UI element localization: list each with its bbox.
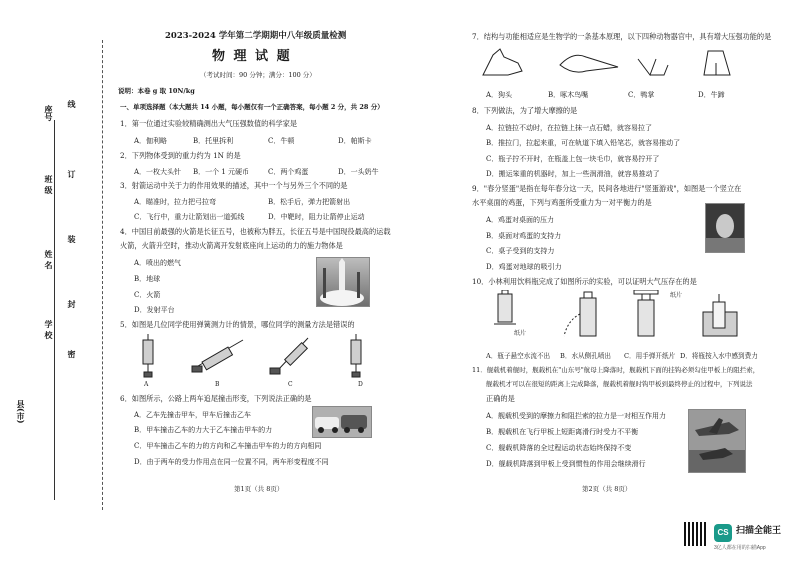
q10-option-b: B．水从侧孔喷出 [560, 352, 612, 360]
q6-option-c: C．甲车撞击乙车的力的方向和乙车撞击甲车的力的方向相同 [134, 442, 322, 450]
exam-title: 物 理 试 题 [212, 49, 292, 64]
q1-option-b: B．托里拆利 [193, 137, 234, 145]
q8-stem: 8．下列做法，为了增大摩擦的是 [472, 106, 578, 115]
q4-option-b: B．地球 [134, 275, 161, 283]
q11-stem-line1: 11．舰载机着舰时，舰载机在"山东号"航母上降落时，舰载机下面的挂钩必须勾住甲板上的阻拦索， [472, 366, 760, 374]
q4-stem-line1: 4．中国目前最强的火箭是长征五号，也被称为胖五，长征五号是中国现役最高的运载 [120, 227, 391, 236]
rocket-launch-photo [316, 257, 370, 307]
q1-option-c: C．牛顿 [268, 137, 295, 145]
q3-option-d: D．中靶时，阻力让箭停止运动 [268, 213, 365, 221]
q7-option-c: C．鸭掌 [628, 91, 655, 99]
q11-stem-line3: 正确的是 [486, 394, 515, 403]
q9-option-d: D．鸡蛋对地球的吸引力 [486, 263, 562, 271]
q2-option-d: D．一头奶牛 [338, 168, 379, 176]
exam-note: 说明：本卷 g 取 10N/kg [118, 87, 195, 95]
qr-code-icon [684, 522, 708, 546]
q4-option-d: D．发射平台 [134, 306, 175, 314]
binding-school: 学 校 [44, 320, 54, 339]
q7-option-b: B．啄木鸟嘴 [548, 91, 589, 99]
binding-class: 班 级 [44, 175, 54, 194]
animal-organ-diagrams [478, 45, 743, 85]
q7-option-a: A．狗头 [486, 91, 513, 99]
q11-option-c: C．舰载机降落的全过程运动状态始终保持不变 [486, 444, 632, 452]
exam-info: （考试时间：90 分钟；满分：100 分） [200, 71, 316, 79]
scanner-logo-icon: CS [714, 524, 732, 542]
q1-option-d: D．帕斯卡 [338, 137, 372, 145]
q3-option-a: A．瞄准时，拉力把弓拉弯 [134, 198, 217, 206]
q5-stem: 5．如图是几位同学使用弹簧测力计的情景，哪位同学的测量方法是错误的 [120, 320, 355, 329]
q6-option-a: A．乙车先撞击甲车，甲车后撞击乙车 [134, 411, 252, 419]
spring-scale-diagrams [128, 330, 378, 380]
q4-stem-line2: 火箭，火箭升空时，推动火箭离开发射底座向上运动的力的施力物体是 [120, 241, 343, 250]
q5-label-c: C [288, 381, 293, 388]
q6-stem: 6．如图所示，公路上两车追尾撞击形变，下列说法正确的是 [120, 394, 312, 403]
q5-label-a: A [144, 381, 149, 388]
q8-option-b: B．推拉门，拉起来重，可在轨道下填入铅笔芯，就容易推动了 [486, 139, 681, 147]
binding-dashed-line [102, 40, 103, 510]
car-collision-photo [312, 406, 372, 438]
q11-option-d: D．舰载机降落到甲板上受到惯性的作用会继续滑行 [486, 460, 646, 468]
binding-seat: 座号 [44, 105, 54, 121]
binding-mark-xian: 线 [67, 100, 77, 108]
q8-option-d: D．搬运笨重的机器时，加上一些润滑油，就容易推动了 [486, 170, 660, 178]
q1-option-a: A．伽利略 [134, 137, 168, 145]
q7-option-d: D．牛蹄 [698, 91, 725, 99]
binding-county: 县(市) [16, 400, 26, 424]
standing-egg-photo [705, 203, 745, 253]
q2-option-a: A．一枚大头针 [134, 168, 182, 176]
q3-stem: 3．射箭运动中关于力的作用效果的描述，其中一个与另外三个不同的是 [120, 181, 348, 190]
section-heading: 一、单项选择题（本大题共 14 小题，每小题仅有一个正确答案，每小题 2 分，共 28 分） [120, 103, 384, 111]
q8-option-a: A．拉链拉不动时，在拉链上抹一点石蜡，就容易拉了 [486, 124, 653, 132]
q11-stem-line2: 舰载机才可以在很短的距离上完成降落，舰载机着舰时钩甲板到最终停止的过程中，下列说法 [486, 380, 753, 388]
right-page-footer: 第2页（共 8页） [582, 485, 632, 493]
binding-mark-zhuang: 装 [67, 235, 77, 243]
q9-stem-line2: 水平桌面的鸡蛋，下列与鸡蛋所受重力为一对平衡力的是 [472, 198, 652, 207]
carrier-jet-photo [688, 409, 746, 473]
bottle-experiment-diagrams [488, 290, 743, 340]
q6-option-d: D．由于两车的受力作用点在同一位置不同，两车形变程度不同 [134, 458, 329, 466]
exam-header: 2023-2024 学年第二学期期中八年级质量检测 [165, 31, 347, 41]
scanner-app-tagline: 3亿人都在用的扫描App [714, 545, 766, 551]
q1-stem: 1．第一位通过实验较精确测出大气压强数值的科学家是 [120, 119, 298, 128]
q9-option-b: B．桌面对鸡蛋的支持力 [486, 232, 562, 240]
q11-option-a: A．舰载机受到的摩擦力和阻拦索的拉力是一对相互作用力 [486, 412, 667, 420]
q10-option-c: C．用手弹开纸片 [624, 352, 676, 360]
q10-img-label-a: 纸片 [514, 330, 527, 337]
binding-mark-feng: 封 [67, 300, 77, 308]
q5-label-d: D [358, 381, 363, 388]
binding-name: 姓 名 [44, 250, 54, 269]
q9-option-a: A．鸡蛋对桌面的压力 [486, 216, 555, 224]
q4-option-c: C．火箭 [134, 291, 161, 299]
q10-option-d: D．将瓶按入水中感到费力 [680, 352, 758, 360]
q7-stem: 7．结构与功能相适应是生物学的一条基本原理，以下四种动物器官中，具有增大压强功能的是 [472, 32, 772, 41]
q5-label-b: B [215, 381, 220, 388]
q6-option-b: B．甲车撞击乙车的力大于乙车撞击甲车的力 [134, 426, 273, 434]
left-page-footer: 第1页（共 8页） [234, 485, 284, 493]
q10-stem: 10．小林利用饮料瓶完成了如图所示的实验，可以证明大气压存在的是 [472, 277, 697, 286]
q3-option-c: C．飞行中，重力让箭划出一道弧线 [134, 213, 245, 221]
q3-option-b: B．松手后，弹力把箭射出 [268, 198, 351, 206]
q11-option-b: B．舰载机在飞行甲板上短距离滑行时受力不平衡 [486, 428, 639, 436]
q10-option-a: A．瓶子悬空水流不出 [486, 352, 551, 360]
scanner-app-name: 扫描全能王 [736, 525, 782, 535]
q2-option-b: B．一个 1 元硬币 [193, 168, 250, 176]
binding-fill-line [54, 120, 55, 500]
q2-option-c: C．两个鸡蛋 [268, 168, 309, 176]
binding-mark-ding: 订 [67, 170, 77, 178]
q2-stem: 2．下列物体受到的重力约为 1N 的是 [120, 151, 241, 160]
q10-img-label-c: 纸片 [670, 292, 683, 299]
binding-mark-mi: 密 [67, 350, 77, 358]
q9-stem-line1: 9．"春分竖蛋"是指在每年春分这一天，民间各地进行"竖蛋游戏"，如图是一个竖立在 [472, 184, 742, 193]
q9-option-c: C．桌子受到的支持力 [486, 247, 555, 255]
q8-option-c: C．瓶子拧不开时，在瓶盖上包一块毛巾，就容易拧开了 [486, 155, 660, 163]
q4-option-a: A．喷出的燃气 [134, 259, 182, 267]
